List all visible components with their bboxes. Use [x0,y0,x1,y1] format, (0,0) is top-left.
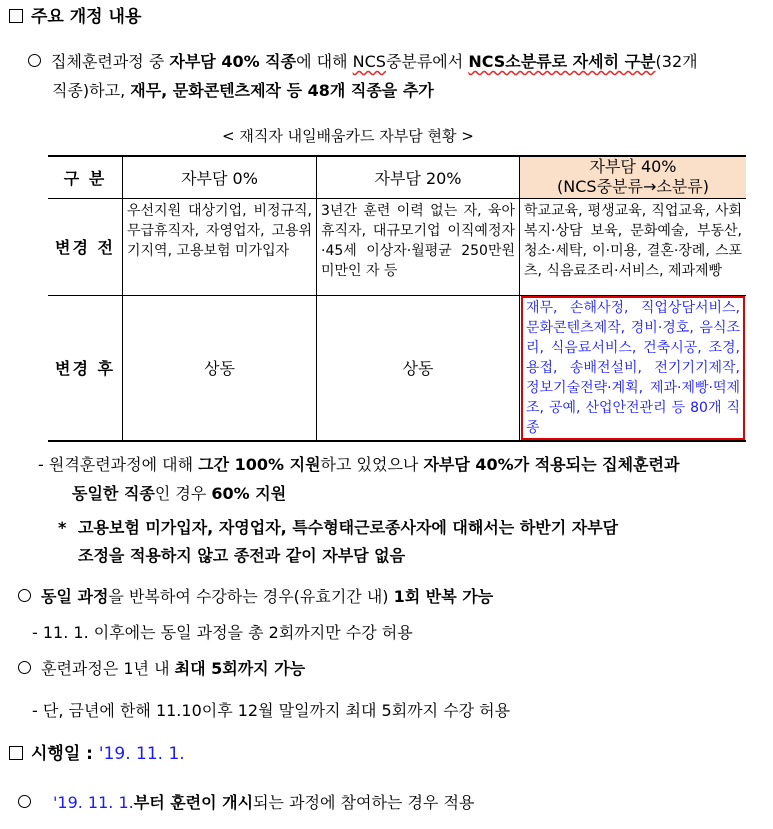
heading-text: 시행일 : [31,744,99,764]
text: 중분류에서 [385,52,469,71]
header-copay-40-title: 자부담 40% [589,157,677,177]
header-copay-0: 자부담 0% [123,156,317,198]
header-copay-20: 자부담 20% [317,156,520,198]
bullet-max-five [18,658,305,680]
cell-after-copay-20: 상동 [317,295,520,441]
text: 하고 있었으나 [320,455,424,474]
text: 집체훈련과정 중 [51,52,170,71]
caption-text: < 재직자 내일배움카드 자부담 현황 > [222,127,474,145]
table-row-after [48,295,746,441]
bold-text: 자부담 40%가 적용되는 집체훈련과 [423,455,680,474]
text: 훈련과정은 1년 내 [41,659,175,678]
table-header-row [48,156,746,198]
remote-training-line1 [38,454,679,476]
text: 을 반복하여 수강하는 경우(유효기간 내) [108,587,394,606]
text: - 11. 1. 이후에는 동일 과정을 총 2회까지만 수강 허용 [32,623,413,642]
effective-date: '19. 11. 1. [98,744,185,764]
bold-text: 재무, 문화콘텐츠제작 등 48개 직종을 추가 [130,81,434,100]
checkbox-square-icon [9,9,23,23]
text: - 원격훈련과정에 대해 [38,455,199,474]
bold-text: 동일한 직종 [72,484,155,503]
section-heading-main-changes [9,6,141,28]
note-text: 고용보험 미가입자, 자영업자, 특수형태근로종사자에 대해서는 하반기 자부담 [77,518,619,537]
section-heading-effective-date [9,743,185,765]
cell-after-copay-40: 재무, 손해사정, 직업상담서비스, 문화콘텐츠제작, 경비·경호, 음식조리, 식음료서비스, 건축시공, 조경, 용접, 송배전설비, 전기기기제작, 정보기술전략·계획, 제과·제빵·떡제조, 공예, 산업안전관리 등 80개 직종 [520,295,747,441]
bold-text: 자부담 40% 직종 [169,52,297,71]
text: 에 대해 [296,52,353,71]
header-copay-40 [520,156,747,198]
bold-text: 부터 훈련이 개시 [133,793,254,812]
circle-bullet-icon [18,661,31,674]
bold-text: 1회 반복 가능 [393,587,494,606]
row-label-after: 변경 후 [48,295,123,441]
row-label-before: 변경 전 [48,198,123,295]
bullet-ncs-change [28,51,698,73]
circle-bullet-icon [28,54,41,67]
circle-bullet-icon [18,795,31,808]
table-caption [222,125,474,147]
text: (32개 [655,52,698,71]
circle-bullet-icon [18,589,31,602]
effective-date: '19. 11. 1. [53,793,134,812]
remote-training-line2 [72,483,286,505]
bullet-ncs-change-line2 [52,80,434,102]
header-copay-40-subtitle: (NCS중분류→소분류) [557,177,709,197]
text: NCS [352,52,386,71]
sub-repeat-course [32,622,413,644]
bold-text: 동일 과정 [41,587,109,606]
cell-before-copay-20: 3년간 훈련 이력 없는 자, 육아휴직자, 대규모기업 이직예정자·45세 이상자·월평균 250만원 미만인 자 등 [317,198,520,295]
cell-after-copay-0: 상동 [123,295,317,441]
cell-before-copay-0: 우선지원 대상기업, 비정규직, 무급휴직자, 자영업자, 고용위기지역, 고용보험 미가입자 [123,198,317,295]
header-category: 구 분 [48,156,123,198]
bold-text: 60% 지원 [211,484,287,503]
bold-text: NCS소분류로 자세히 구분 [468,52,656,71]
table-row-before [48,198,746,295]
note-line1 [58,517,618,539]
text: 직종)하고, [52,81,131,100]
text: - 단, 금년에 한해 11.10이후 12월 말일까지 최대 5회까지 수강 허용 [32,701,511,720]
sub-max-five [32,700,510,722]
bold-text: 최대 5회까지 가능 [174,659,306,678]
asterisk-icon: * [58,518,67,537]
note-text: 조정을 적용하지 않고 종전과 같이 자부담 없음 [78,546,406,565]
text: 되는 과정에 참여하는 경우 적용 [253,793,475,812]
bullet-effective-apply [18,792,474,814]
text: 인 경우 [154,484,212,503]
checkbox-square-icon [9,746,23,760]
copay-table [48,155,746,442]
note-line2 [78,545,405,567]
heading-text: 주요 개정 내용 [31,7,142,27]
bold-text: 그간 100% 지원 [198,455,321,474]
cell-before-copay-40: 학교교육, 평생교육, 직업교육, 사회복지·상담 보육, 문화예술, 부동산, 청소·세탁, 이·미용, 결혼·장례, 스포츠, 식음료조리·서비스, 제과제빵 [520,198,747,295]
bullet-repeat-course [18,586,493,608]
